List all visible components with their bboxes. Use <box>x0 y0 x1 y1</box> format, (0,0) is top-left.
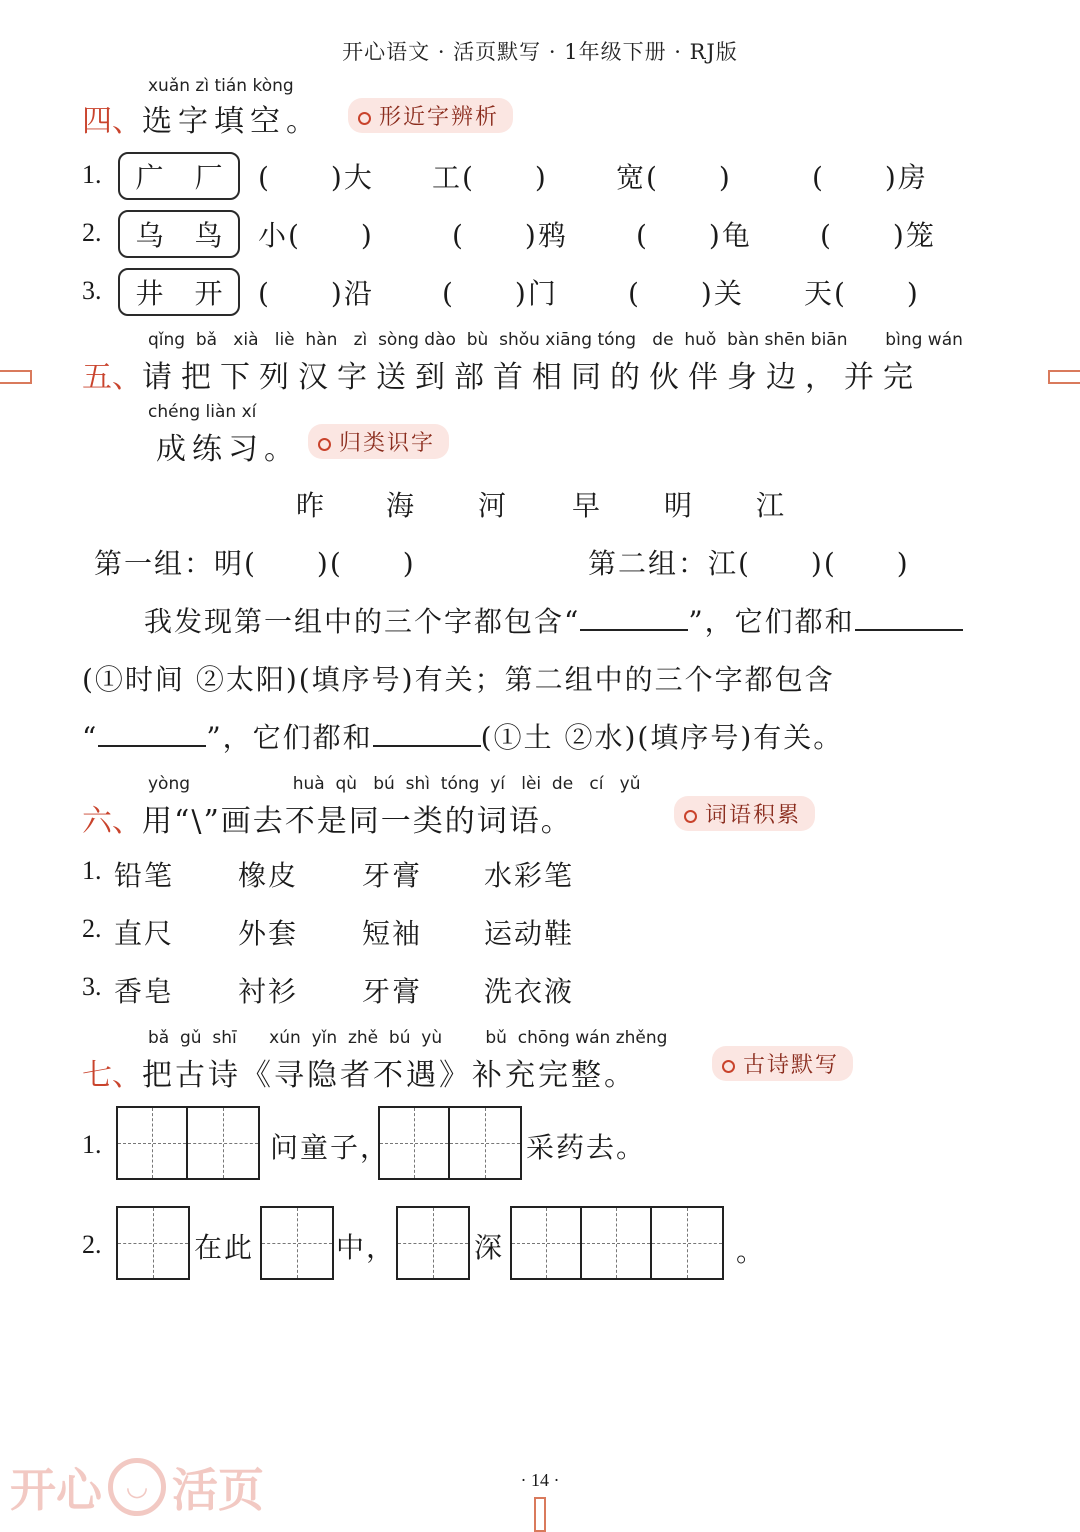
char-option: 乌 <box>135 219 164 252</box>
s4-heading <box>82 96 322 140</box>
s7-text: 深 <box>474 1231 505 1264</box>
s5-paragraph-line-2: (①时间 ②太阳)(填序号)有关；第二组中的三个字都包含 <box>82 663 835 696</box>
s4-blank[interactable]: 工( ) <box>432 161 548 194</box>
s7-text: 在此 <box>194 1231 255 1264</box>
s6-row-number: 1. <box>82 856 102 885</box>
s4-tag <box>348 98 513 133</box>
s4-blank[interactable]: ( )沿 <box>258 277 374 310</box>
s4-row-2-number: 2. <box>82 218 102 247</box>
page-header: 开心语文 · 活页默写 · 1年级下册 · RJ版 <box>342 40 738 64</box>
s4-row-2-charbox <box>118 210 240 258</box>
answer-blank[interactable] <box>98 717 206 747</box>
bullet-icon <box>318 438 331 451</box>
s4-tag-label: 形近字辨析 <box>379 105 500 130</box>
bullet-icon <box>358 112 371 125</box>
grid-cell[interactable] <box>512 1208 582 1278</box>
s4-blank[interactable]: 小( ) <box>258 219 374 252</box>
s5-group-1[interactable]: 第一组：明( )( ) <box>94 547 416 580</box>
s5-text: (①土 ②水)(填序号)有关。 <box>480 721 844 754</box>
s7-pinyin: bǎ gǔ shī xún yǐn zhě bú yù bǔ chōng wán zhěng <box>148 1028 668 1048</box>
s5-title-2: 成练习。 <box>156 432 300 467</box>
s5-char: 昨 <box>296 489 327 522</box>
writing-grid[interactable] <box>116 1106 260 1180</box>
s6-title: 用“\”画去不是同一类的词语。 <box>142 804 573 839</box>
s7-number: 七、 <box>82 1058 142 1093</box>
s5-char: 海 <box>386 489 417 522</box>
grid-cell[interactable] <box>450 1108 520 1178</box>
s5-pinyin-2: chéng liàn xí <box>148 402 257 422</box>
s6-number: 六、 <box>82 804 142 839</box>
s7-tag-label: 古诗默写 <box>743 1053 840 1078</box>
page-number: · 14 · <box>520 1470 560 1490</box>
s6-pinyin: yòng huà qù bú shì tóng yí lèi de cí yǔ <box>148 774 641 794</box>
answer-blank[interactable] <box>373 717 481 747</box>
s4-blank[interactable]: ( )大 <box>258 161 374 194</box>
answer-blank[interactable] <box>855 601 963 631</box>
s5-char: 明 <box>664 489 695 522</box>
s5-char: 河 <box>478 489 509 522</box>
s6-word[interactable]: 运动鞋 <box>484 917 575 950</box>
grid-cell[interactable] <box>262 1208 332 1278</box>
s7-line-2-number: 2. <box>82 1230 102 1259</box>
s4-number: 四、 <box>82 104 142 139</box>
s5-text: “ <box>82 721 99 754</box>
s6-row-number: 3. <box>82 972 102 1001</box>
s6-heading <box>82 796 573 840</box>
grid-cell[interactable] <box>188 1108 258 1178</box>
char-option: 厂 <box>194 161 223 194</box>
logo-text: 开心 <box>10 1463 102 1517</box>
s5-tag <box>308 424 449 459</box>
s6-word[interactable]: 直尺 <box>114 917 175 950</box>
s5-text: ”，它们都和 <box>688 605 855 638</box>
smile-icon: ◡ <box>108 1458 166 1516</box>
writing-grid[interactable] <box>260 1206 334 1280</box>
writing-grid[interactable] <box>396 1206 470 1280</box>
grid-cell[interactable] <box>398 1208 468 1278</box>
s5-tag-label: 归类识字 <box>339 431 436 456</box>
grid-cell[interactable] <box>118 1108 188 1178</box>
s5-title-1: 请把下列汉字送到部首相同的伙伴身边，并完 <box>142 360 922 395</box>
grid-cell[interactable] <box>380 1108 450 1178</box>
s6-word[interactable]: 外套 <box>238 917 299 950</box>
s4-blank[interactable]: ( )鸦 <box>452 219 568 252</box>
s4-blank[interactable]: 天( ) <box>804 277 920 310</box>
s4-row-1-number: 1. <box>82 160 102 189</box>
s7-text: 。 <box>736 1235 767 1268</box>
bullet-icon <box>722 1060 735 1073</box>
s6-word[interactable]: 水彩笔 <box>484 859 575 892</box>
s4-blank[interactable]: ( )关 <box>628 277 744 310</box>
s6-word[interactable]: 牙膏 <box>362 859 423 892</box>
s5-heading <box>82 352 922 396</box>
s6-word[interactable]: 洗衣液 <box>484 975 575 1008</box>
s6-tag <box>674 796 815 831</box>
s6-word[interactable]: 铅笔 <box>114 859 175 892</box>
writing-grid[interactable] <box>510 1206 724 1280</box>
margin-mark-right <box>1048 370 1080 384</box>
s7-text: 采药去。 <box>526 1131 647 1164</box>
s7-line-1-number: 1. <box>82 1130 102 1159</box>
logo-text: 活页 <box>172 1463 264 1517</box>
s4-blank[interactable]: ( )笼 <box>820 219 936 252</box>
s7-text: 中， <box>336 1231 397 1264</box>
s5-group-2[interactable]: 第二组：江( )( ) <box>588 547 910 580</box>
char-option: 开 <box>194 277 223 310</box>
s6-word[interactable]: 衬衫 <box>238 975 299 1008</box>
grid-cell[interactable] <box>652 1208 722 1278</box>
page-marker <box>534 1497 546 1532</box>
s7-tag <box>712 1046 853 1081</box>
s6-word[interactable]: 香皂 <box>114 975 175 1008</box>
s4-blank[interactable]: 宽( ) <box>616 161 732 194</box>
s5-paragraph-line-3 <box>82 716 843 756</box>
s4-pinyin: xuǎn zì tián kòng <box>148 76 294 96</box>
char-option: 井 <box>135 277 164 310</box>
s6-word[interactable]: 橡皮 <box>238 859 299 892</box>
s4-blank[interactable]: ( )门 <box>442 277 558 310</box>
bullet-icon <box>684 810 697 823</box>
grid-cell[interactable] <box>118 1208 188 1278</box>
s4-blank[interactable]: ( )龟 <box>636 219 752 252</box>
margin-mark-left <box>0 370 32 384</box>
s5-text: ”，它们都和 <box>206 721 373 754</box>
s6-word[interactable]: 牙膏 <box>362 975 423 1008</box>
s6-row-number: 2. <box>82 914 102 943</box>
s6-word[interactable]: 短袖 <box>362 917 423 950</box>
s5-paragraph-line-1 <box>144 600 963 640</box>
s4-row-3-number: 3. <box>82 276 102 305</box>
grid-cell[interactable] <box>582 1208 652 1278</box>
writing-grid[interactable] <box>116 1206 190 1280</box>
s5-char: 早 <box>572 489 603 522</box>
s4-blank[interactable]: ( )房 <box>812 161 928 194</box>
s7-heading <box>82 1050 637 1094</box>
s4-row-3-charbox <box>118 268 240 316</box>
s5-text: 我发现第一组中的三个字都包含“ <box>144 605 581 638</box>
s4-row-1-charbox <box>118 152 240 200</box>
char-option: 鸟 <box>194 219 223 252</box>
s4-title: 选字填空。 <box>142 104 322 139</box>
s7-title: 把古诗《寻隐者不遇》补充完整。 <box>142 1058 637 1093</box>
writing-grid[interactable] <box>378 1106 522 1180</box>
s5-char: 江 <box>756 489 787 522</box>
s6-tag-label: 词语积累 <box>705 803 802 828</box>
s5-pinyin-1: qǐng bǎ xià liè hàn zì sòng dào bù shǒu xiāng tóng de huǒ bàn shēn biān bìng wán <box>148 330 963 350</box>
answer-blank[interactable] <box>580 601 688 631</box>
char-option: 广 <box>135 161 164 194</box>
s7-text: 问童子， <box>270 1131 391 1164</box>
s5-number: 五、 <box>82 360 142 395</box>
